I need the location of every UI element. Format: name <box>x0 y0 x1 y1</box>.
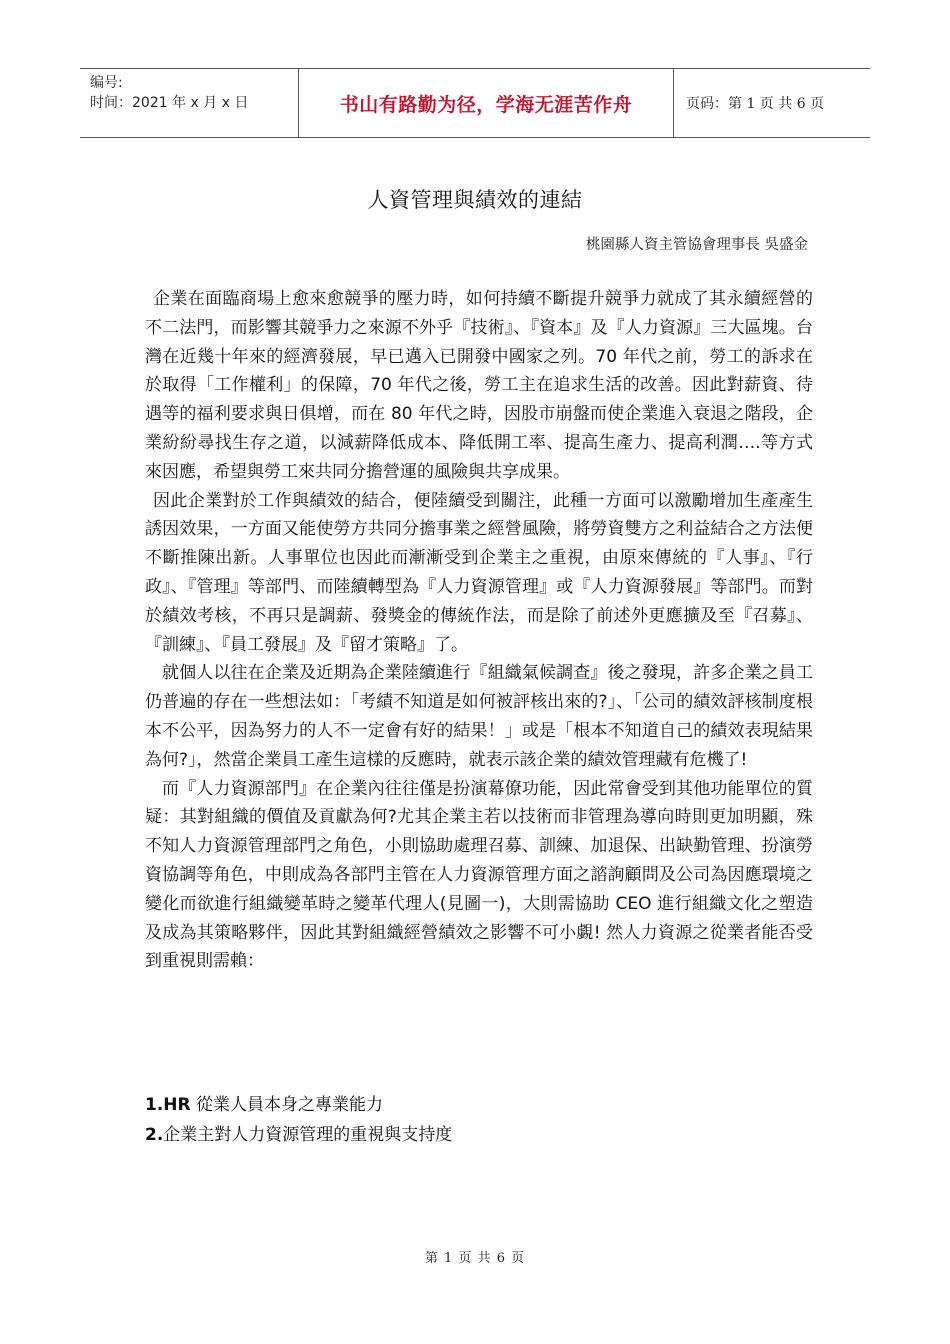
page-footer: 第 1 页 共 6 页 <box>424 1251 526 1266</box>
list-item-number: 1. <box>145 1095 164 1115</box>
author-line: 桃園縣人資主管協會理事長 吳盛金 <box>585 237 808 253</box>
list-item-text: 從業人員本身之專業能力 <box>190 1095 384 1115</box>
paragraph: 因此企業對於工作與績效的結合，便陸續受到關注，此種一方面可以激勵增加生產產生誘因效果，一方面又能使勞方共同分擔事業之經營風險，將勞資雙方之利益結合之方法便不斷推陳出新。人事單位也因此而漸漸受到企業主之重視，由原來傳統的『人事』、『行政』、『管理』等部門、而陸續轉型為『人力資源管理』或『人力資源發展』等部門。而對於績效考核，不再只是調薪、發獎金的傳統作法，而是除了前述外更應擴及至『召募』、『訓練』、『員工發展』及『留才策略』了。 <box>145 490 813 655</box>
header-table <box>80 68 870 138</box>
document-body <box>145 285 813 976</box>
paragraph: 而『人力資源部門』在企業內往往僅是扮演幕僚功能，因此常會受到其他功能單位的質疑：其對組織的價值及貢獻為何?尤其企業主若以技術而非管理為導向時則更加明顯，殊不知人力資源管理部門之角色，小則協助處理召募、訓練、加退保、出缺勤管理、扮演勞資協調等角色，中則成為各部門主管在人力資源管理方面之諮詢顧問及公司為因應環境之變化而欲進行組織變革時之變革代理人(見圖一)，大則需協助 CEO 進行組織文化之塑造及成為其策略夥伴，因此其對組織經營績效之影響不可小覷! 然人力資源之從業者能否受到重視則需賴： <box>145 778 813 972</box>
header-page-info: 页码：第 1 页 共 6 页 <box>686 96 825 112</box>
numbered-list <box>145 1090 813 1150</box>
time-label: 时间：2021 年 x 月 x 日 <box>90 95 249 111</box>
list-item-bold: HR <box>163 1095 191 1115</box>
document-title: 人資管理與績效的連結 <box>367 188 583 212</box>
list-item <box>145 1090 813 1120</box>
list-item-text: 企業主對人力資源管理的重視與支持度 <box>163 1125 453 1145</box>
list-item-number: 2. <box>145 1125 164 1145</box>
list-item <box>145 1120 813 1150</box>
paragraph: 企業在面臨商場上愈來愈競爭的壓力時，如何持續不斷提升競爭力就成了其永續經營的不二法門，而影響其競爭力之來源不外乎『技術』、『資本』及『人力資源』三大區塊。台灣在近幾十年來的經濟發展，早已邁入已開發中國家之列。70 年代之前，勞工的訴求在於取得「工作權利」的保障，70 年代之後，勞工主在追求生活的改善。因此對薪資、待遇等的福利要求與日俱增，而在 80 年代之時，因股市崩盤而使企業進入衰退之階段，企業紛紛尋找生存之道，以減薪降低成本、降低開工率、提高生產力、提高利潤….等方式來因應，希望與勞工來共同分擔營運的風險與共享成果。 <box>145 289 813 482</box>
header-motto: 书山有路勤为径，学海无涯苦作舟 <box>299 69 674 137</box>
header-meta <box>80 69 299 137</box>
paragraph: 就個人以往在企業及近期為企業陸續進行『組織氣候調查』後之發現，許多企業之員工仍普遍的存在一些想法如：「考績不知道是如何被評核出來的?」、「公司的績效評核制度根本不公平，因為努力的人不一定會有好的結果！」或是「根本不知道自己的績效表現結果為何?」，然當企業員工產生這樣的反應時，就表示該企業的績效管理藏有危機了! <box>145 663 813 770</box>
number-label: 编号: <box>90 75 123 91</box>
